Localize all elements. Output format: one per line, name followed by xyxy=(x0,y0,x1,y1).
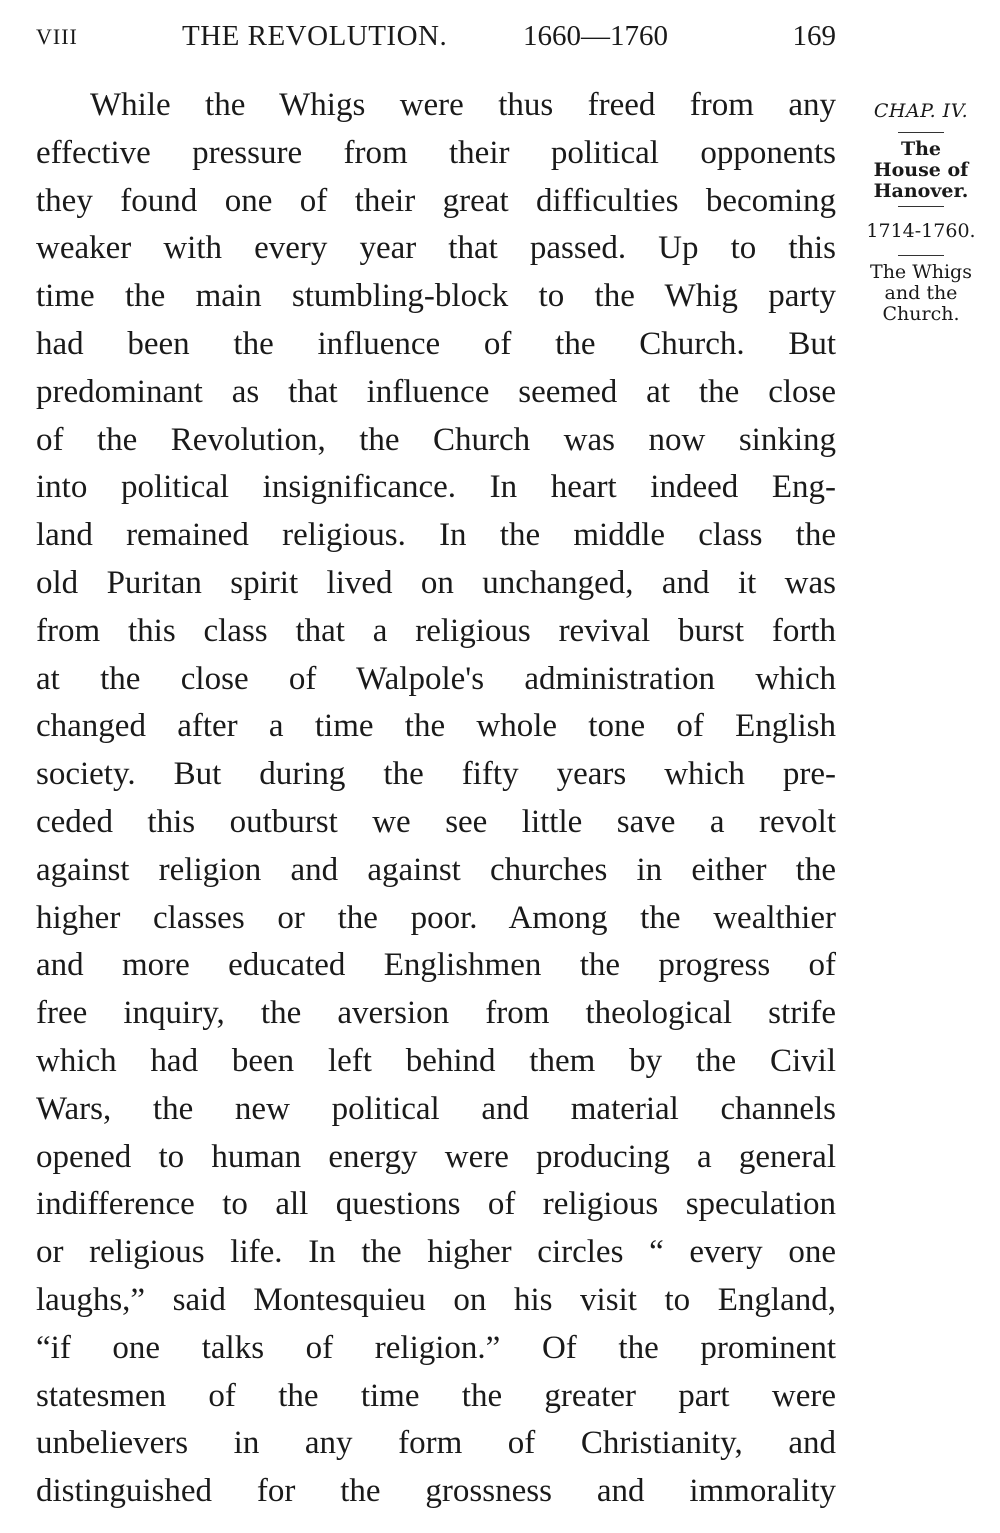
text-line: had been the influence of the Church. But xyxy=(36,325,836,362)
text-line: time the main stumbling-block to the Whig party xyxy=(36,278,836,315)
margin-years: 1714-1760. xyxy=(866,220,976,242)
text-line: against religion and against churches in either the xyxy=(36,851,836,888)
text-line: indifference to all questions of religious speculation xyxy=(36,1186,836,1223)
text-line: and more educated Englishmen the progress of xyxy=(36,947,836,984)
text-line: ceded this outburst we see little save a revolt xyxy=(36,803,836,840)
running-head xyxy=(36,20,836,56)
text-line: into political insignificance. In heart indeed Eng- xyxy=(36,469,836,506)
margin-section xyxy=(856,139,986,202)
running-title: THE REVOLUTION. xyxy=(182,20,448,52)
text-line: old Puritan spirit lived on unchanged, and it was xyxy=(36,564,836,601)
text-line: changed after a time the whole tone of English xyxy=(36,708,836,745)
margin-divider xyxy=(898,206,944,207)
chapter-numeral: VIII xyxy=(36,24,78,49)
text-line: predominant as that influence seemed at the close xyxy=(36,373,836,410)
margin-topic xyxy=(856,262,986,325)
text-line: opened to human energy were producing a general xyxy=(36,1138,836,1175)
text-line: land remained religious. In the middle class the xyxy=(36,517,836,554)
margin-divider xyxy=(898,132,944,133)
text-line: society. But during the fifty years which pre- xyxy=(36,756,836,793)
margin-topic-line: and the xyxy=(884,282,958,304)
text-line: effective pressure from their political opponents xyxy=(36,134,836,171)
text-line: weaker with every year that passed. Up to this xyxy=(36,230,836,267)
margin-chapter: CHAP. IV. xyxy=(873,100,969,122)
text-line: they found one of their great difficulties becoming xyxy=(36,182,836,219)
text-line: at the close of Walpole's administration which xyxy=(36,660,836,697)
text-line: While the Whigs were thus freed from any xyxy=(90,87,836,123)
text-line: “if one talks of religion.” Of the prominent xyxy=(36,1329,836,1366)
page-number: 169 xyxy=(792,20,836,52)
running-dates: 1660—1760 xyxy=(523,20,668,52)
margin-topic-line: Church. xyxy=(882,303,960,325)
text-line: statesmen of the time the greater part were xyxy=(36,1377,836,1414)
text-line: distinguished for the grossness and immorality xyxy=(36,1473,836,1510)
text-line: from this class that a religious revival burst forth xyxy=(36,612,836,649)
text-line: unbelievers in any form of Christianity, and xyxy=(36,1425,836,1462)
text-line: Wars, the new political and material channels xyxy=(36,1090,836,1127)
margin-section-line: The xyxy=(900,138,942,160)
text-line: free inquiry, the aversion from theological strife xyxy=(36,995,836,1032)
text-line: of the Revolution, the Church was now sinking xyxy=(36,421,836,458)
text-line: higher classes or the poor. Among the wealthier xyxy=(36,899,836,936)
margin-notes xyxy=(856,96,986,325)
text-line: which had been left behind them by the Civil xyxy=(36,1042,836,1079)
margin-divider xyxy=(898,255,944,256)
body-text xyxy=(36,82,836,1516)
margin-topic-line: The Whigs xyxy=(870,261,972,283)
text-line: laughs,” said Montesquieu on his visit to England, xyxy=(36,1281,836,1318)
text-line: or religious life. In the higher circles “ every one xyxy=(36,1234,836,1271)
margin-section-line: Hanover. xyxy=(873,180,969,202)
margin-section-line: House of xyxy=(873,159,969,181)
